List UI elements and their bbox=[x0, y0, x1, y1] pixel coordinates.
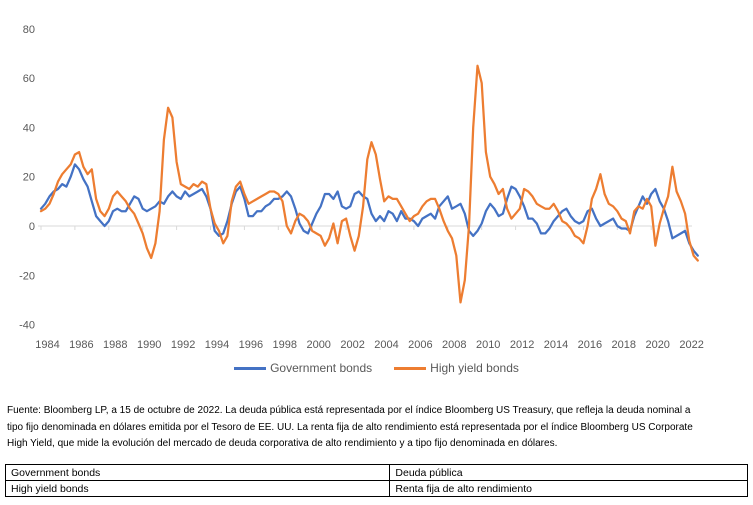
translation-table bbox=[5, 464, 748, 497]
footnote-line: tipo fijo denominada en dólares emitida por el Tesoro de EE. UU. La renta fija de alto rendimiento está representada por el índice Bloomberg US Corporate bbox=[7, 421, 693, 433]
y-axis-tick-label: 80 bbox=[22, 23, 35, 36]
footnote-text bbox=[7, 403, 749, 453]
footnote-line: High Yield, que mide la evolución del mercado de deuda corporativa de alto rendimiento y a tipo fijo denominada en dólares. bbox=[7, 438, 558, 449]
x-axis-tick-label: 2022 bbox=[679, 339, 704, 351]
footnote-line: Fuente: Bloomberg LP, a 15 de octubre de 2022. La deuda pública está representada por el índice Bloomberg US Treasury, que refleja la deuda nominal a bbox=[7, 405, 691, 416]
x-axis-tick-label: 1984 bbox=[35, 339, 60, 351]
x-axis-tick-label: 2004 bbox=[374, 339, 399, 351]
legend-item-high-yield-bonds bbox=[394, 361, 519, 375]
x-axis-tick-label: 2012 bbox=[509, 339, 535, 351]
x-axis-tick-label: 1988 bbox=[103, 339, 128, 351]
x-axis-tick-label: 2000 bbox=[306, 339, 331, 351]
x-axis-tick-label: 2020 bbox=[645, 339, 670, 351]
government-bonds-swatch-icon bbox=[234, 367, 266, 370]
x-axis-tick-label: 2002 bbox=[340, 339, 365, 351]
y-axis-tick-label: 0 bbox=[28, 221, 35, 233]
table-cell: High yield bonds bbox=[6, 481, 390, 497]
y-axis-tick-label: -40 bbox=[19, 319, 35, 332]
translation-table-body bbox=[6, 465, 748, 497]
y-axis-tick-label: 60 bbox=[22, 73, 35, 86]
x-axis-tick-label: 2018 bbox=[611, 339, 637, 351]
table-cell: Deuda pública bbox=[390, 465, 748, 481]
x-axis-tick-label: 1990 bbox=[136, 339, 162, 351]
x-axis-tick-label: 1994 bbox=[204, 339, 230, 351]
x-axis-tick-label: 2008 bbox=[442, 339, 467, 351]
high-yield-bonds-line bbox=[41, 66, 698, 303]
legend-label: Government bonds bbox=[270, 361, 373, 375]
x-axis-tick-label: 2016 bbox=[577, 339, 603, 351]
x-axis-tick-label: 1998 bbox=[272, 339, 298, 351]
x-axis-tick-label: 1986 bbox=[69, 339, 94, 351]
y-axis-tick-label: -20 bbox=[19, 270, 35, 283]
legend-label: High yield bonds bbox=[430, 361, 519, 375]
x-axis-tick-label: 2014 bbox=[543, 339, 569, 351]
table-cell: Renta fija de alto rendimiento bbox=[390, 481, 748, 497]
x-axis-tick-label: 2006 bbox=[408, 339, 433, 351]
y-axis-tick-label: 20 bbox=[22, 171, 35, 184]
table-row bbox=[6, 465, 748, 481]
y-axis-tick-label: 40 bbox=[22, 122, 35, 135]
high-yield-bonds-swatch-icon bbox=[394, 367, 426, 370]
table-cell: Government bonds bbox=[6, 465, 390, 481]
x-axis-tick-label: 1992 bbox=[170, 339, 196, 351]
table-row bbox=[6, 481, 748, 497]
x-axis-tick-label: 1996 bbox=[238, 339, 264, 351]
legend-item-government-bonds bbox=[234, 361, 372, 375]
x-axis-tick-label: 2010 bbox=[475, 339, 501, 351]
chart-legend bbox=[0, 361, 753, 375]
